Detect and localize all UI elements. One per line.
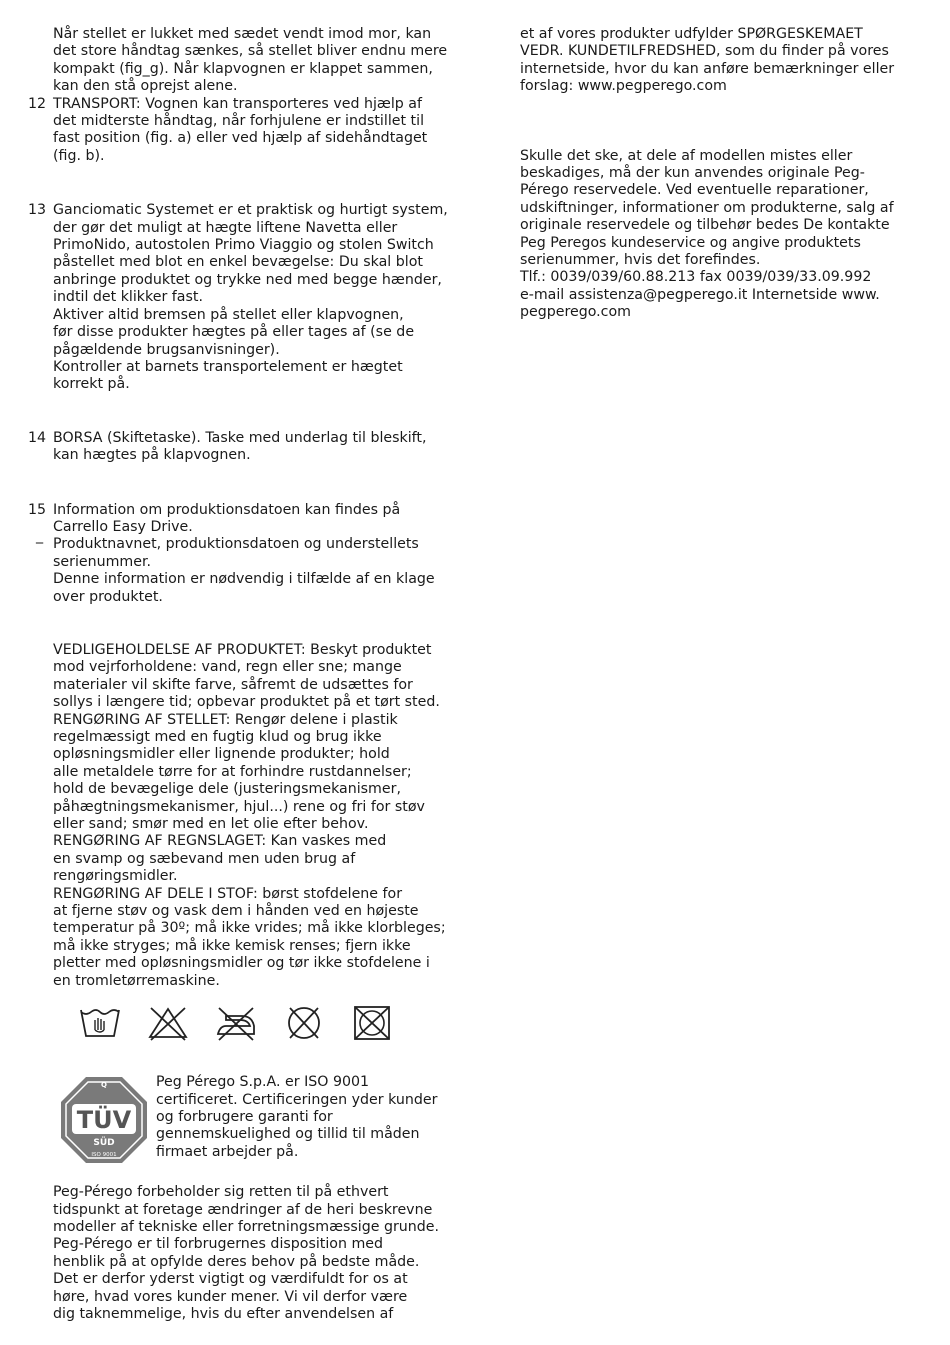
text-line: materialer vil skifte farve, såfremt de udsættes for	[53, 676, 413, 693]
text-line: RENGØRING AF DELE I STOF: børst stofdelene for	[53, 885, 403, 902]
tuv-brand: TÜV	[76, 1106, 132, 1135]
text-line: anbringe produktet og trykke ned med begge hænder,	[53, 271, 442, 288]
text-line: modeller af tekniske eller forretningsmæssige grunde.	[53, 1218, 440, 1235]
text-line: originale reservedele og tilbehør bedes De kontakte	[520, 217, 890, 234]
text-line: Peg-Pérego forbeholder sig retten til på ethvert	[53, 1184, 389, 1201]
paragraph-intro	[28, 26, 460, 96]
text-line: og forbrugere garanti for	[156, 1108, 333, 1125]
no-bleach-icon	[146, 1004, 190, 1042]
text-line: Skulle det ske, at dele af modellen mistes eller	[520, 147, 853, 164]
text-line: Det er derfor yderst vigtigt og værdifuldt for os at	[53, 1271, 408, 1288]
paragraph-13	[28, 202, 460, 393]
text-line: en svamp og sæbevand men uden brug af	[53, 850, 356, 867]
paragraph-care	[28, 642, 460, 990]
text-line: alle metaldele tørre for at forhindre rustdannelser;	[53, 763, 412, 780]
care-symbols	[78, 1000, 460, 1046]
paragraph-spare-parts	[520, 148, 920, 322]
text-line: BORSA (Skiftetaske). Taske med underlag til bleskift,	[53, 429, 427, 446]
text-line: en tromletørremaskine.	[53, 972, 220, 989]
text-line: tidspunkt at foretage ændringer af de heri beskrevne	[53, 1201, 433, 1218]
no-tumble-dry-icon	[350, 1004, 394, 1042]
text-line: RENGØRING AF REGNSLAGET: Kan vaskes med	[53, 833, 387, 850]
text-line: Pérego reservedele. Ved eventuelle reparationer,	[520, 182, 869, 199]
text-line: regelmæssigt med en fugtig klud og brug ikke	[53, 729, 382, 745]
text-line: det midterste håndtag, når forhjulene er indstillet til	[53, 113, 425, 130]
hand-wash-icon	[78, 1004, 122, 1042]
text-line: Peg Pérego S.p.A. er ISO 9001	[156, 1074, 370, 1091]
text-line: e-mail assistenza@pegperego.it Internetside www.	[520, 286, 880, 303]
text-line: før disse produkter hægtes på eller tages af (se de	[53, 324, 415, 341]
text-line: Peg Peregos kundeservice og angive produktets	[520, 234, 861, 251]
dash-marker: _	[36, 527, 44, 544]
text-line: det store håndtag sænkes, så stellet bliver endnu mere	[53, 43, 448, 60]
text-line: Når stellet er lukket med sædet vendt imod mor, kan	[53, 26, 432, 42]
paragraph-survey	[520, 26, 920, 96]
left-column	[28, 26, 460, 1323]
text-line: temperatur på 30º; må ikke vrides; må ikke klorbleges;	[53, 920, 446, 937]
paragraph-15	[28, 502, 460, 606]
text-line: må ikke stryges; må ikke kemisk renses; fjern ikke	[53, 937, 411, 954]
text-line: forslag: www.pegperego.com	[520, 78, 727, 95]
text-line: opløsningsmidler eller lignende produkter; hold	[53, 746, 390, 763]
text-line: serienummer.	[53, 553, 152, 570]
text-line: mod vejrforholdene: vand, regn eller sne; mange	[53, 659, 402, 676]
item-number: 13	[28, 202, 47, 219]
text-line: pletter med opløsningsmidler og tør ikke stofdelene i	[53, 955, 430, 972]
text-line: kan den stå oprejst alene.	[53, 78, 238, 95]
text-line: påstellet med blot en enkel bevægelse: Du skal blot	[53, 254, 423, 271]
item-number: 15	[28, 501, 47, 518]
tuv-q-label: Q	[101, 1081, 107, 1090]
text-line: høre, hvad vores kunder mener. Vi vil derfor være	[53, 1288, 408, 1305]
no-iron-icon	[214, 1004, 258, 1042]
text-line: indtil det klikker fast.	[53, 289, 203, 306]
text-line: VEDR. KUNDETILFREDSHED, som du finder på vores	[520, 43, 889, 60]
text-line: påhægtningsmekanismer, hjul...) rene og fri for støv	[53, 798, 425, 815]
text-line: over produktet.	[53, 588, 163, 605]
text-line: beskadiges, må der kun anvendes originale Peg-	[520, 165, 865, 182]
tuv-iso: ISO 9001	[91, 1152, 117, 1159]
text-line: firmaet arbejder på.	[156, 1143, 299, 1160]
paragraph-final	[28, 1184, 460, 1323]
text-line: hold de bevægelige dele (justeringsmekanismer,	[53, 781, 401, 798]
text-line: (fig. b).	[53, 147, 105, 164]
text-line: gennemskuelighed og tillid til måden	[156, 1126, 420, 1143]
text-line: udskiftninger, informationer om produkterne, salg af	[520, 199, 894, 216]
text-line: serienummer, hvis det forefindes.	[520, 252, 761, 269]
text-line: pegperego.com	[520, 304, 631, 321]
text-line: et af vores produkter udfylder SPØRGESKEMAET	[520, 26, 863, 42]
certification-text	[156, 1074, 437, 1161]
text-line: Kontroller at barnets transportelement er hægtet	[53, 358, 403, 375]
text-line: TRANSPORT: Vognen kan transporteres ved hjælp af	[53, 95, 422, 112]
text-line: kan hægtes på klapvognen.	[53, 447, 251, 464]
text-line: der gør det muligt at hægte liftene Navetta eller	[53, 219, 398, 236]
text-line: at fjerne støv og vask dem i hånden ved en højeste	[53, 903, 419, 920]
text-line: dig taknemmelige, hvis du efter anvendelsen af	[53, 1305, 394, 1322]
text-line: Carrello Easy Drive.	[53, 518, 193, 535]
certification-block	[28, 1074, 460, 1174]
text-line: certificeret. Certificeringen yder kunder	[156, 1091, 438, 1108]
item-number: 12	[28, 95, 47, 112]
text-line: sollys i længere tid; opbevar produktet på et tørt sted.	[53, 694, 440, 711]
item-number: 14	[28, 429, 47, 446]
text-line: korrekt på.	[53, 376, 130, 393]
text-line: kompakt (fig_g). Når klapvognen er klappet sammen,	[53, 60, 433, 77]
text-line: henblik på at opfylde deres behov på bedste måde.	[53, 1253, 420, 1270]
text-line: Denne information er nødvendig i tilfælde af en klage	[53, 571, 435, 588]
text-line: Tlf.: 0039/039/60.88.213 fax 0039/039/33.09.992	[520, 269, 872, 286]
text-line: internetside, hvor du kan anføre bemærkninger eller	[520, 60, 895, 77]
text-line: VEDLIGEHOLDELSE AF PRODUKTET: Beskyt produktet	[53, 641, 432, 658]
paragraph-12	[28, 96, 460, 166]
no-dry-clean-icon	[282, 1004, 326, 1042]
text-line: PrimoNido, autostolen Primo Viaggio og stolen Switch	[53, 237, 434, 254]
text-line: Ganciomatic Systemet er et praktisk og hurtigt system,	[53, 202, 448, 219]
text-line: rengøringsmidler.	[53, 868, 178, 885]
text-line: pågældende brugsanvisninger).	[53, 341, 280, 358]
text-line: Peg-Pérego er til forbrugernes disposition med	[53, 1236, 384, 1253]
text-line: eller sand; smør med en let olie efter behov.	[53, 816, 369, 833]
text-line: Aktiver altid bremsen på stellet eller klapvognen,	[53, 306, 404, 323]
tuv-sud-logo	[58, 1074, 150, 1166]
text-line: fast position (fig. a) eller ved hjælp af sidehåndtaget	[53, 130, 428, 147]
tuv-sub: SÜD	[93, 1138, 115, 1149]
paragraph-14	[28, 430, 460, 465]
right-column	[520, 26, 920, 322]
text-line: Information om produktionsdatoen kan findes på	[53, 501, 401, 518]
text-line: RENGØRING AF STELLET: Rengør delene i plastik	[53, 711, 398, 728]
text-line: Produktnavnet, produktionsdatoen og understellets	[53, 536, 419, 553]
